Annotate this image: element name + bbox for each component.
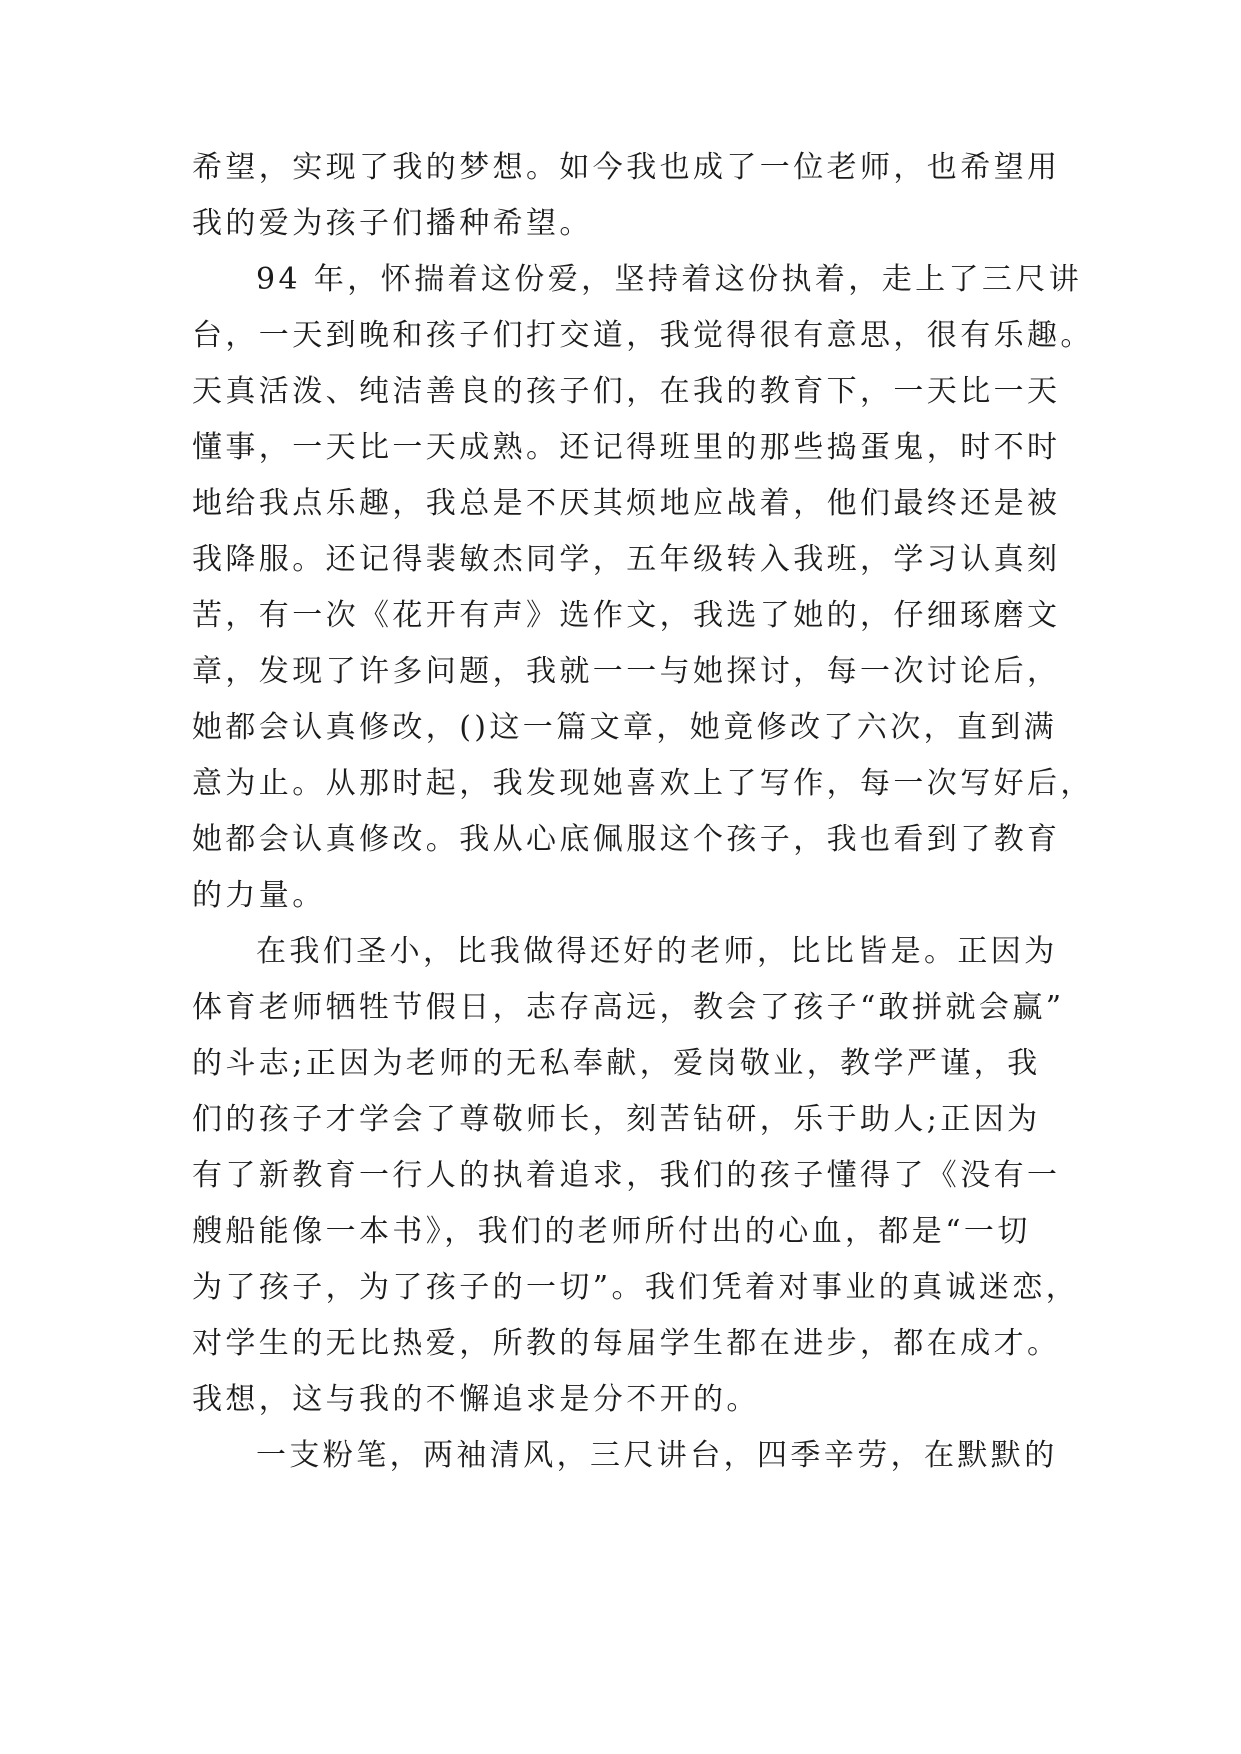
text-line: 台，一天到晚和孩子们打交道，我觉得很有意思，很有乐趣。: [192, 318, 1094, 353]
paragraph-first-line: 94 年，怀揣着这份爱，坚持着这份执着，走上了三尺讲: [256, 262, 1083, 297]
text-line: 章，发现了许多问题，我就一一与她探讨，每一次讨论后，: [192, 654, 1061, 689]
text-line: 她都会认真修改，()这一篇文章，她竟修改了六次，直到满: [192, 710, 1058, 745]
text-line: 我的爱为孩子们播种希望。: [192, 206, 593, 241]
text-line: 意为止。从那时起，我发现她喜欢上了写作，每一次写好后，: [192, 766, 1094, 801]
text-line: 天真活泼、纯洁善良的孩子们，在我的教育下，一天比一天: [192, 374, 1061, 409]
text-line: 体育老师牺牲节假日，志存高远，教会了孩子“敢拼就会赢”: [192, 990, 1065, 1025]
text-line: 们的孩子才学会了尊敬师长，刻苦钻研，乐于助人;正因为: [192, 1102, 1041, 1137]
paragraph-first-line: 在我们圣小，比我做得还好的老师，比比皆是。正因为: [256, 934, 1058, 969]
text-line: 艘船能像一本书》，我们的老师所付出的心血，都是“一切: [192, 1214, 1031, 1249]
text-line: 的力量。: [192, 878, 326, 913]
text-line: 我想，这与我的不懈追求是分不开的。: [192, 1382, 760, 1417]
text-line: 为了孩子，为了孩子的一切”。我们凭着对事业的真诚迷恋，: [192, 1270, 1080, 1305]
text-line: 的斗志;正因为老师的无私奉献，爱岗敬业，教学严谨，我: [192, 1046, 1041, 1081]
text-line: 她都会认真修改。我从心底佩服这个孩子，我也看到了教育: [192, 822, 1061, 857]
text-line: 希望，实现了我的梦想。如今我也成了一位老师，也希望用: [192, 150, 1061, 185]
text-line: 地给我点乐趣，我总是不厌其烦地应战着，他们最终还是被: [192, 486, 1061, 521]
text-line: 懂事，一天比一天成熟。还记得班里的那些捣蛋鬼，时不时: [192, 430, 1061, 465]
text-line: 苦，有一次《花开有声》选作文，我选了她的，仔细琢磨文: [192, 598, 1061, 633]
text-line: 有了新教育一行人的执着追求，我们的孩子懂得了《没有一: [192, 1158, 1061, 1193]
text-line: 我降服。还记得裴敏杰同学，五年级转入我班，学习认真刻: [192, 542, 1061, 577]
paragraph-first-line: 一支粉笔，两袖清风，三尺讲台，四季辛劳，在默默的: [256, 1438, 1058, 1473]
text-line: 对学生的无比热爱，所教的每届学生都在进步，都在成才。: [192, 1326, 1061, 1361]
